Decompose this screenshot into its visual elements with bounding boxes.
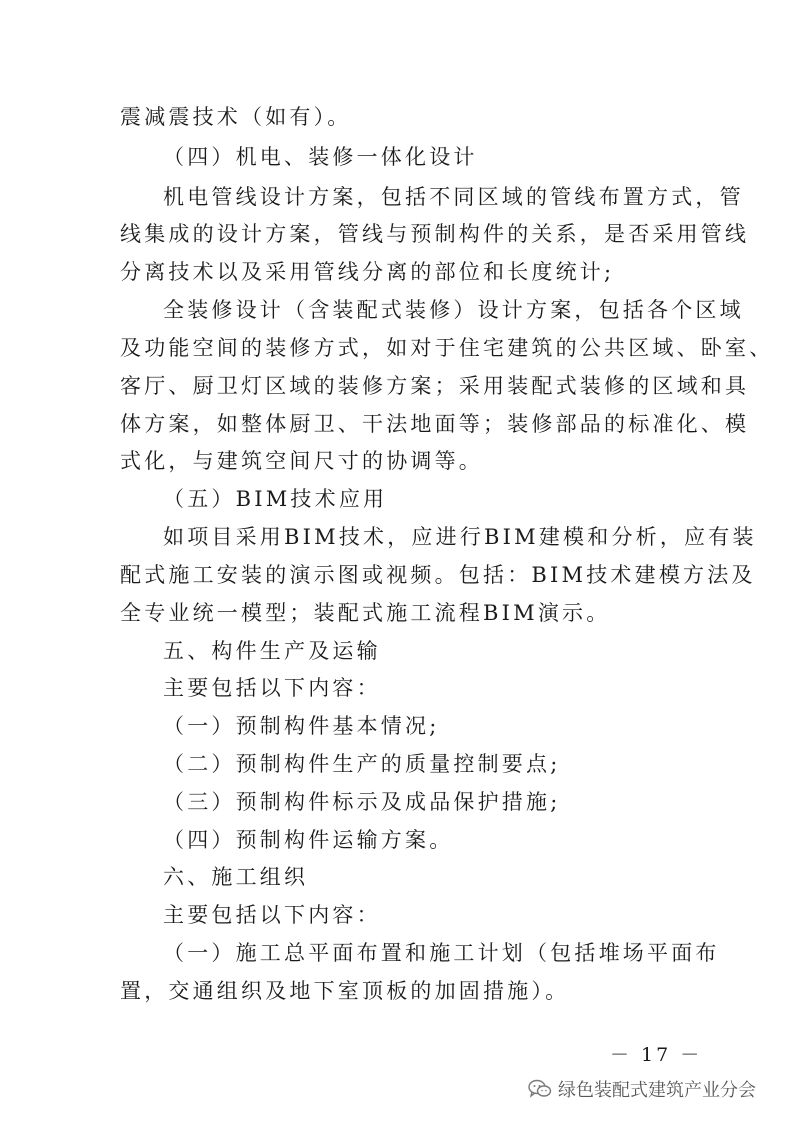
section-heading: （五）BIM技术应用 bbox=[163, 487, 388, 511]
text-line: 及功能空间的装修方式，如对于住宅建筑的公共区域、卧室、 bbox=[120, 336, 774, 360]
text-line: 客厅、厨卫灯区域的装修方案；采用装配式装修的区域和具 bbox=[120, 374, 750, 398]
text-line: 式化，与建筑空间尺寸的协调等。 bbox=[120, 449, 483, 473]
list-item: （三）预制构件标示及成品保护措施; bbox=[163, 790, 561, 814]
page-number: － 17 － bbox=[610, 1044, 703, 1066]
text-line: 线集成的设计方案，管线与预制构件的关系，是否采用管线 bbox=[120, 222, 750, 246]
text-line: 震减震技术（如有）。 bbox=[120, 105, 352, 129]
text-line: 置，交通组织及地下室顶板的加固措施）。 bbox=[120, 979, 570, 1003]
list-item: （一）预制构件基本情况; bbox=[163, 714, 440, 738]
text-line: 配式施工安装的演示图或视频。包括：BIM技术建模方法及 bbox=[120, 563, 756, 587]
text-line: 主要包括以下内容： bbox=[163, 676, 381, 700]
watermark-text: 绿色装配式建筑产业分会 bbox=[558, 1080, 756, 1101]
section-heading: （四）机电、装修一体化设计 bbox=[163, 145, 478, 169]
text-line: 体方案，如整体厨卫、干法地面等；装修部品的标准化、模 bbox=[120, 412, 750, 436]
text-line: 全装修设计（含装配式装修）设计方案，包括各个区域 bbox=[163, 298, 744, 322]
text-line: 分离技术以及采用管线分离的部位和长度统计; bbox=[120, 260, 615, 284]
text-line: 如项目采用BIM技术，应进行BIM建模和分析，应有装 bbox=[163, 525, 757, 549]
watermark bbox=[528, 1074, 756, 1104]
section-heading: 五、构件生产及运输 bbox=[163, 639, 381, 663]
list-item: （二）预制构件生产的质量控制要点; bbox=[163, 752, 561, 776]
section-heading: 六、施工组织 bbox=[163, 865, 309, 889]
text-line: 机电管线设计方案，包括不同区域的管线布置方式，管 bbox=[163, 185, 744, 209]
text-line: 主要包括以下内容： bbox=[163, 903, 381, 927]
wechat-icon bbox=[528, 1078, 552, 1100]
list-item: （一）施工总平面布置和施工计划（包括堆场平面布 bbox=[163, 941, 720, 965]
list-item: （四）预制构件运输方案。 bbox=[163, 828, 454, 852]
text-line: 全专业统一模型；装配式施工流程BIM演示。 bbox=[120, 601, 611, 625]
